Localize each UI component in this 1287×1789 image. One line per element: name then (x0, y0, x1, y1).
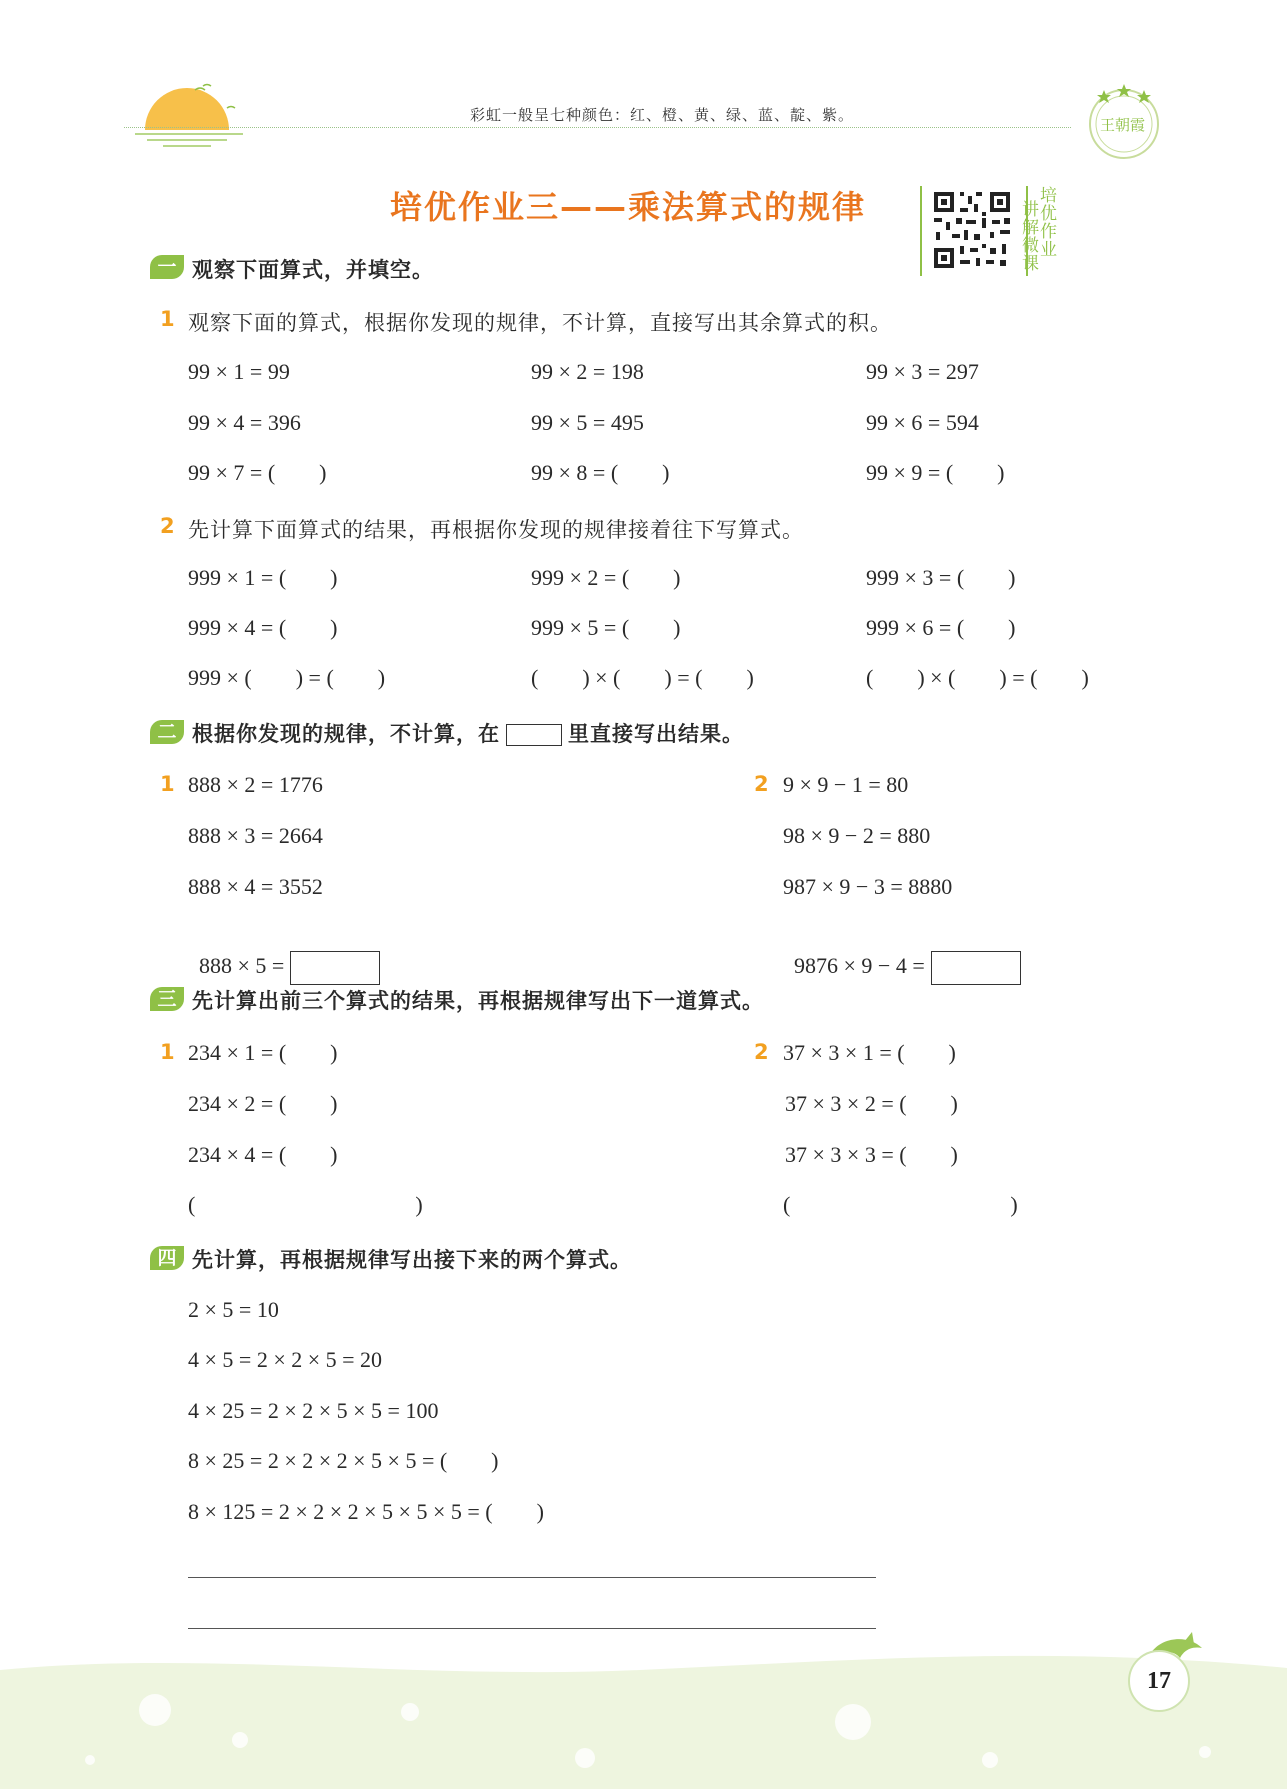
answer-equation[interactable]: 999 × 5 = ( ) (531, 615, 681, 640)
header-tagline: 彩虹一般呈七种颜色：红、橙、黄、绿、蓝、靛、紫。 (470, 106, 855, 124)
q2-number: 2 (754, 1040, 769, 1064)
equation: 987 × 9 − 3 = 8880 (783, 874, 953, 899)
answer-equation[interactable]: 234 × 4 = ( ) (188, 1142, 338, 1167)
answer-equation[interactable]: 8 × 25 = 2 × 2 × 2 × 5 × 5 = ( ) (188, 1448, 499, 1473)
q1-number: 1 (160, 772, 175, 796)
answer-equation[interactable]: ( ) (783, 1192, 1018, 1217)
sun-logo (135, 78, 245, 153)
section-4-badge: 四 (150, 1246, 184, 1270)
example-box (506, 724, 562, 746)
answer-equation[interactable]: 99 × 9 = ( ) (866, 460, 1005, 485)
equation: 4 × 5 = 2 × 2 × 5 = 20 (188, 1347, 383, 1372)
equation: 98 × 9 − 2 = 880 (783, 823, 931, 848)
answer-equation[interactable]: 999 × 2 = ( ) (531, 565, 681, 590)
seal-text: 王朝霞 (1100, 116, 1146, 134)
answer-equation[interactable]: 999 × 6 = ( ) (866, 615, 1016, 640)
equation: 9 × 9 − 1 = 80 (783, 772, 909, 797)
qr-label-homework: 培优作业 (1036, 186, 1056, 258)
brand-seal (1082, 78, 1166, 162)
answer-line[interactable] (188, 1577, 876, 1578)
section-2-badge: 二 (150, 720, 184, 744)
equation: 888 × 5 = (199, 953, 285, 979)
equation: 888 × 2 = 1776 (188, 772, 323, 797)
qr-frame (920, 186, 1028, 276)
answer-equation[interactable]: 99 × 8 = ( ) (531, 460, 670, 485)
equation: 99 × 6 = 594 (866, 410, 979, 435)
equation: 99 × 1 = 99 (188, 359, 290, 384)
q1-number: 1 (160, 307, 175, 331)
answer-line[interactable] (188, 1628, 876, 1629)
answer-equation[interactable]: 8 × 125 = 2 × 2 × 2 × 5 × 5 × 5 = ( ) (188, 1499, 544, 1524)
section-1-heading: 观察下面算式，并填空。 (192, 258, 434, 282)
answer-equation[interactable]: 234 × 1 = ( ) (188, 1040, 338, 1065)
equation: 99 × 3 = 297 (866, 359, 979, 384)
equation: 9876 × 9 − 4 = (794, 953, 925, 979)
answer-equation[interactable]: 37 × 3 × 1 = ( ) (783, 1040, 956, 1065)
section-2-heading-b: 里直接写出结果。 (568, 722, 744, 746)
footer-wave (0, 1640, 1287, 1789)
header-divider (124, 127, 1071, 128)
section-3-badge: 三 (150, 987, 184, 1011)
equation: 99 × 5 = 495 (531, 410, 644, 435)
section-3-heading: 先计算出前三个算式的结果，再根据规律写出下一道算式。 (192, 989, 764, 1013)
equation: 99 × 2 = 198 (531, 359, 644, 384)
answer-equation[interactable]: 37 × 3 × 3 = ( ) (785, 1142, 958, 1167)
answer-box[interactable] (290, 951, 380, 985)
q1-number: 1 (160, 1040, 175, 1064)
answer-equation[interactable]: 999 × 4 = ( ) (188, 615, 338, 640)
q2-instruction: 先计算下面算式的结果，再根据你发现的规律接着往下写算式。 (188, 518, 804, 542)
answer-equation[interactable]: 99 × 7 = ( ) (188, 460, 327, 485)
section-2-heading-a: 根据你发现的规律，不计算，在 (192, 722, 500, 746)
equation: 2 × 5 = 10 (188, 1297, 279, 1322)
equation: 888 × 3 = 2664 (188, 823, 323, 848)
section-2-heading (192, 718, 744, 748)
q2-number: 2 (160, 514, 175, 538)
page-number: 17 (1128, 1650, 1190, 1712)
answer-equation[interactable]: ( ) (188, 1192, 423, 1217)
q1-instruction: 观察下面的算式，根据你发现的规律，不计算，直接写出其余算式的积。 (188, 311, 892, 335)
equation: 4 × 25 = 2 × 2 × 5 × 5 = 100 (188, 1398, 439, 1423)
answer-equation[interactable]: 37 × 3 × 2 = ( ) (785, 1091, 958, 1116)
answer-equation[interactable]: ( ) × ( ) = ( ) (531, 665, 754, 690)
answer-row (188, 925, 380, 985)
answer-equation[interactable]: 999 × 3 = ( ) (866, 565, 1016, 590)
equation: 99 × 4 = 396 (188, 410, 301, 435)
answer-equation[interactable]: 999 × ( ) = ( ) (188, 665, 386, 690)
answer-equation[interactable]: ( ) × ( ) = ( ) (866, 665, 1089, 690)
section-1-badge: 一 (150, 255, 184, 279)
answer-equation[interactable]: 234 × 2 = ( ) (188, 1091, 338, 1116)
page-title: 培优作业三——乘法算式的规律 (390, 188, 867, 226)
equation: 888 × 4 = 3552 (188, 874, 323, 899)
answer-equation[interactable]: 999 × 1 = ( ) (188, 565, 338, 590)
q2-number: 2 (754, 772, 769, 796)
answer-row (783, 925, 1021, 985)
answer-box[interactable] (931, 951, 1021, 985)
section-4-heading: 先计算，再根据规律写出接下来的两个算式。 (192, 1248, 632, 1272)
qr-label-lesson: 讲解微课 (1018, 200, 1038, 272)
